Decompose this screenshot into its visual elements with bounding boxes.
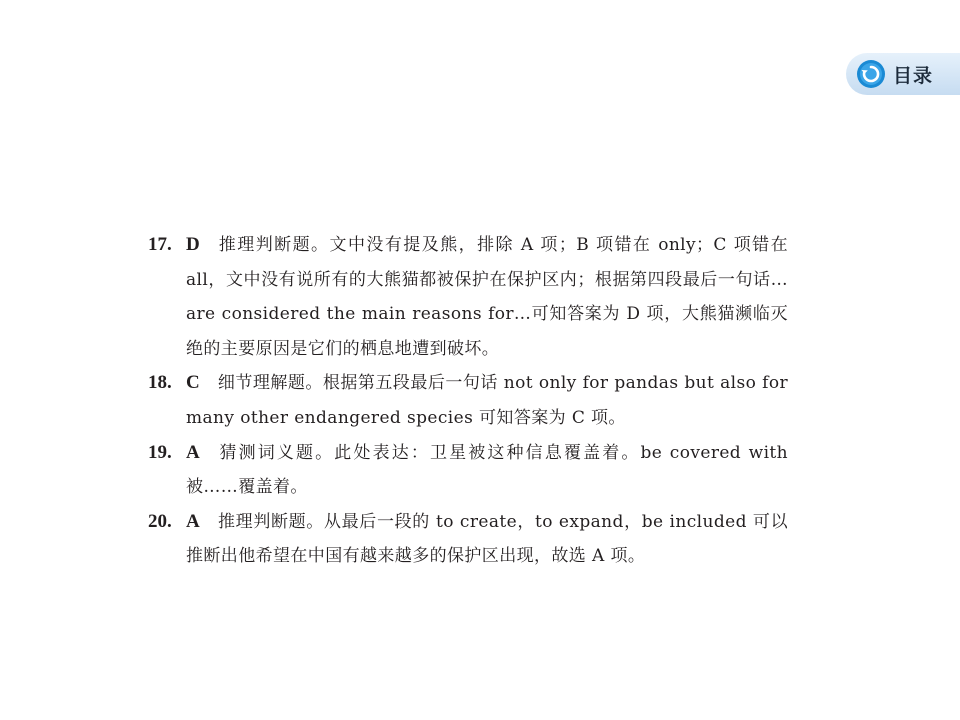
answer-key: C [186, 372, 200, 394]
answer-explanation: 推理判断题。文中没有提及熊，排除 A 项；B 项错在 only；C 项错在 all，文中没有说所有的大熊猫都被保护在保护区内；根据第四段最后一句话…are considered the main reasons for…可知答案为 D 项，大熊猫濒临灭绝的主要原因是它们的栖息地遭到破坏。 [186, 235, 788, 359]
question-number: 20. [148, 510, 172, 532]
answer-item [148, 228, 788, 366]
answer-explanation: 推理判断题。从最后一段的 to create，to expand，be included 可以推断出他希望在中国有越来越多的保护区出现，故选 A 项。 [186, 511, 788, 567]
toc-button[interactable] [846, 53, 960, 95]
question-number: 18. [148, 372, 172, 394]
answer-key: D [186, 234, 200, 255]
answer-item [148, 366, 788, 435]
answer-explanation: 细节理解题。根据第五段最后一句话 not only for pandas but also for many other endangered species 可知答案为 C 项。 [186, 373, 788, 428]
question-number: 19. [148, 441, 172, 463]
answer-key: A [186, 441, 200, 463]
answer-item [148, 436, 788, 505]
back-arrow-icon [856, 59, 886, 89]
answer-key: A [186, 510, 200, 532]
answer-explanation: 猜测词义题。此处表达：卫星被这种信息覆盖着。be covered with 被……覆盖着。 [186, 442, 788, 498]
answer-item [148, 505, 788, 574]
question-number: 17. [148, 234, 172, 255]
toc-label: 目录 [893, 64, 934, 87]
answer-list [148, 228, 788, 574]
